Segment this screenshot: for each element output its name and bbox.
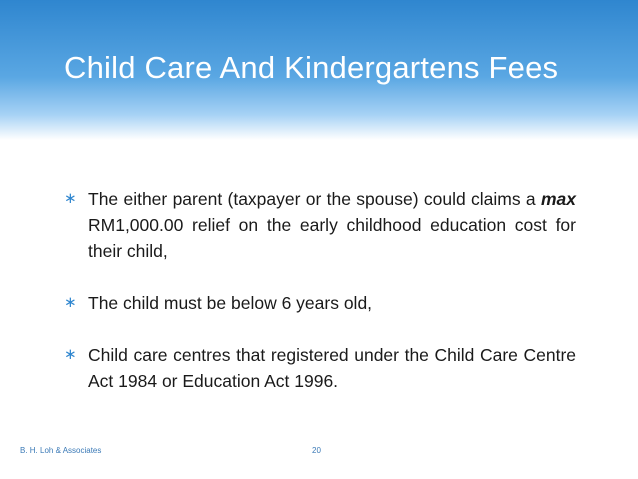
title-banner — [0, 0, 638, 140]
asterisk-bullet-icon: ∗ — [64, 294, 77, 311]
page-number: 20 — [312, 446, 321, 455]
asterisk-bullet-icon: ∗ — [64, 190, 77, 207]
bullet-item-1 — [64, 186, 576, 264]
footer-author: B. H. Loh & Associates — [20, 446, 102, 455]
bullet-1-text-pre: The either parent (taxpayer or the spouse) could claims a — [88, 189, 541, 209]
bullet-item-2 — [64, 290, 576, 316]
bullet-3-text: Child care centres that registered under the Child Care Centre Act 1984 or Education Act 1996. — [88, 345, 576, 391]
bullet-1-text-post: RM1,000.00 relief on the early childhood education cost for their child, — [88, 215, 576, 261]
bullet-1-emphasis: max — [540, 189, 576, 209]
slide-title: Child Care And Kindergartens Fees — [64, 50, 559, 85]
asterisk-bullet-icon: ∗ — [64, 346, 77, 363]
bullet-item-3 — [64, 342, 576, 394]
bullet-2-text: The child must be below 6 years old, — [88, 293, 373, 313]
bullet-list — [64, 186, 576, 394]
